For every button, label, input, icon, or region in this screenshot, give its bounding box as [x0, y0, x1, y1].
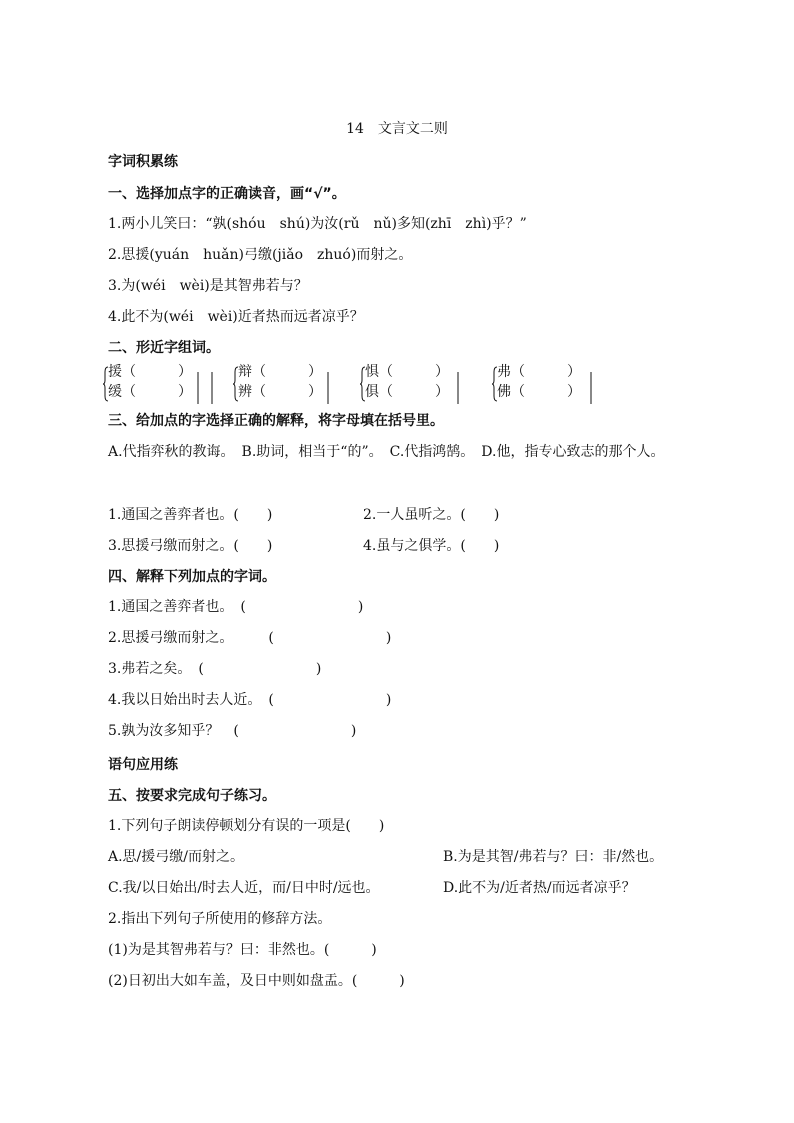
q1-heading: 一、选择加点字的正确读音，画“√”。	[108, 186, 346, 202]
q3-heading: 三、给加点的字选择正确的解释，将字母填在括号里。	[108, 413, 444, 429]
q3-item-2: 2.一人虽听之。( )	[363, 507, 500, 523]
q2-group-2-word-2: 辨（ ）	[238, 384, 322, 400]
q2-group-4-word-2: 佛（ ）	[497, 384, 581, 400]
section-heading-sentence: 语句应用练	[108, 757, 178, 773]
q3-item-4: 4.虽与之俱学。( )	[363, 538, 500, 554]
q4-item-5: 5.孰为汝多知乎？ ( )	[108, 723, 357, 739]
q5-sub1: 1.下列句子朗读停顿划分有误的一项是( )	[108, 818, 385, 834]
q1-item-3: 3.为(wéi wèi)是其智弗若与？	[108, 278, 308, 294]
q1-item-4: 4.此不为(wéi wèi)近者热而远者凉乎？	[108, 309, 364, 325]
q1-item-2: 2.思援(yuán huǎn)弓缴(jiǎo zhuó)而射之。	[108, 247, 413, 263]
right-bracket-icon	[210, 372, 214, 404]
q2-group-1-word-1: 援（ ）	[108, 364, 192, 380]
q2-group-4-word-1: 弗（ ）	[497, 364, 581, 380]
q4-item-1: 1.通国之善弈者也。 ( )	[108, 599, 364, 615]
q2-group-1-word-2: 缓（ ）	[108, 384, 192, 400]
q3-options: A.代指弈秋的教诲。 B.助词，相当于“的”。 C.代指鸿鹄。 D.他，指专心致志的那个人。	[108, 444, 665, 460]
right-bracket-icon	[589, 372, 593, 404]
q5-sub2-item-1: (1)为是其智弗若与？曰：非然也。( )	[108, 942, 377, 958]
section-heading-vocabulary: 字词积累练	[108, 154, 178, 170]
q5-choice-a: A.思/援弓缴/而射之。	[108, 849, 244, 865]
q3-item-3: 3.思援弓缴而射之。( )	[108, 538, 273, 554]
q2-heading: 二、形近字组词。	[108, 340, 220, 356]
q4-heading: 四、解释下列加点的字词。	[108, 569, 276, 585]
right-bracket-icon	[456, 372, 460, 404]
q4-item-2: 2.思援弓缴而射之。 ( )	[108, 630, 392, 646]
q5-choice-c: C.我/以日始出/时去人近，而/日中时/远也。	[108, 880, 380, 896]
page-title: 14 文言文二则	[346, 121, 448, 137]
q2-group-2-word-1: 辩（ ）	[238, 364, 322, 380]
q2-group-3-word-2: 俱（ ）	[365, 384, 449, 400]
q5-sub2: 2.指出下列句子所使用的修辞方法。	[108, 911, 332, 927]
q3-item-1: 1.通国之善弈者也。( )	[108, 507, 273, 523]
q2-group-3-word-1: 惧（ ）	[365, 364, 449, 380]
q5-sub2-item-2: (2)日初出大如车盖，及日中则如盘盂。( )	[108, 973, 405, 989]
q4-item-4: 4.我以日始出时去人近。 ( )	[108, 692, 392, 708]
q5-choice-d: D.此不为/近者热/而远者凉乎？	[443, 880, 636, 896]
right-bracket-icon	[196, 372, 200, 404]
q4-item-3: 3.弗若之矣。 ( )	[108, 661, 322, 677]
right-bracket-icon	[326, 372, 330, 404]
q5-choice-b: B.为是其智/弗若与？曰：非/然也。	[443, 849, 664, 865]
q1-item-1: 1.两小儿笑曰：“孰(shóu shú)为汝(rǔ nǔ)多知(zhī zhì)乎？”	[108, 216, 527, 232]
q5-heading: 五、按要求完成句子练习。	[108, 788, 276, 804]
